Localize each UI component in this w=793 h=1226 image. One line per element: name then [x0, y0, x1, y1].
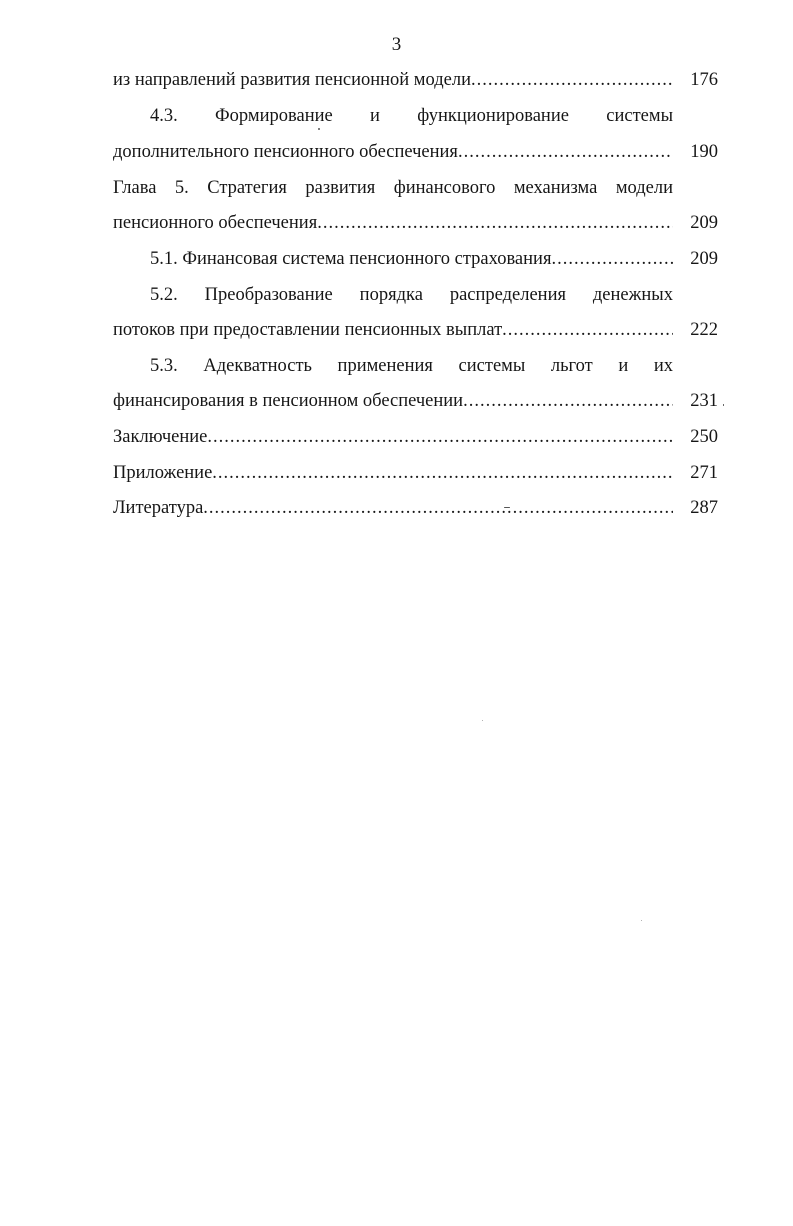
toc-entry-line: 4.3. Формирование и функционирование системы: [150, 106, 673, 126]
page-number: 3: [391, 34, 402, 55]
toc-entry-line: [113, 419, 673, 455]
toc-entry-line: [150, 241, 673, 277]
dot-leader: [551, 241, 673, 277]
toc-entry-line: [113, 490, 673, 526]
dot-leader: [463, 383, 673, 419]
toc-entry-line: Глава 5. Стратегия развития финансового механизма модели: [113, 178, 673, 198]
toc-page-number: 231: [690, 391, 718, 411]
dot-leader: [502, 312, 673, 348]
dot-leader: [212, 455, 673, 491]
toc-entry-line: [113, 134, 673, 170]
toc-page-number: 287: [690, 498, 718, 518]
toc-entry-line: [113, 383, 673, 419]
toc-entry-text: из направлений развития пенсионной модели: [113, 70, 471, 90]
scan-speck: [641, 920, 642, 921]
dot-leader: [458, 134, 673, 170]
toc-page-number: 209: [690, 213, 718, 233]
toc-entry-text: Приложение: [113, 463, 213, 483]
toc-entry-line: 5.2. Преобразование порядка распределения денежных: [150, 285, 673, 305]
dot-leader: [471, 62, 673, 98]
toc-entry-line: [113, 205, 673, 241]
dot-leader: [203, 490, 673, 526]
scan-speck: [318, 128, 320, 130]
toc-entry-text: Литература: [113, 498, 204, 518]
toc-page-number: 176: [690, 70, 718, 90]
toc-entry-text: дополнительного пенсионного обеспечения: [113, 142, 458, 162]
toc-entry-line: [113, 312, 673, 348]
dot-leader: [207, 419, 673, 455]
dot-leader: [317, 205, 673, 241]
scan-speck: [482, 720, 483, 721]
scan-speck: [723, 404, 724, 406]
toc-page-number: 271: [690, 463, 718, 483]
toc-page-number: 190: [690, 142, 718, 162]
toc-page-number: 250: [690, 427, 718, 447]
toc-entry-text: финансирования в пенсионном обеспечении: [113, 391, 464, 411]
toc-page-number: 209: [690, 249, 718, 269]
scan-speck: [504, 507, 510, 508]
toc-entry-text: потоков при предоставлении пенсионных выплат: [113, 320, 503, 340]
toc-entry-line: [113, 62, 673, 98]
toc-entry-text: пенсионного обеспечения: [113, 213, 318, 233]
toc-entry-line: 5.3. Адекватность применения системы льгот и их: [150, 356, 673, 376]
toc-entry-line: [113, 455, 673, 491]
toc-page-number: 222: [690, 320, 718, 340]
toc-entry-text: 5.1. Финансовая система пенсионного страхования: [150, 249, 552, 269]
toc-entry-text: Заключение: [113, 427, 208, 447]
